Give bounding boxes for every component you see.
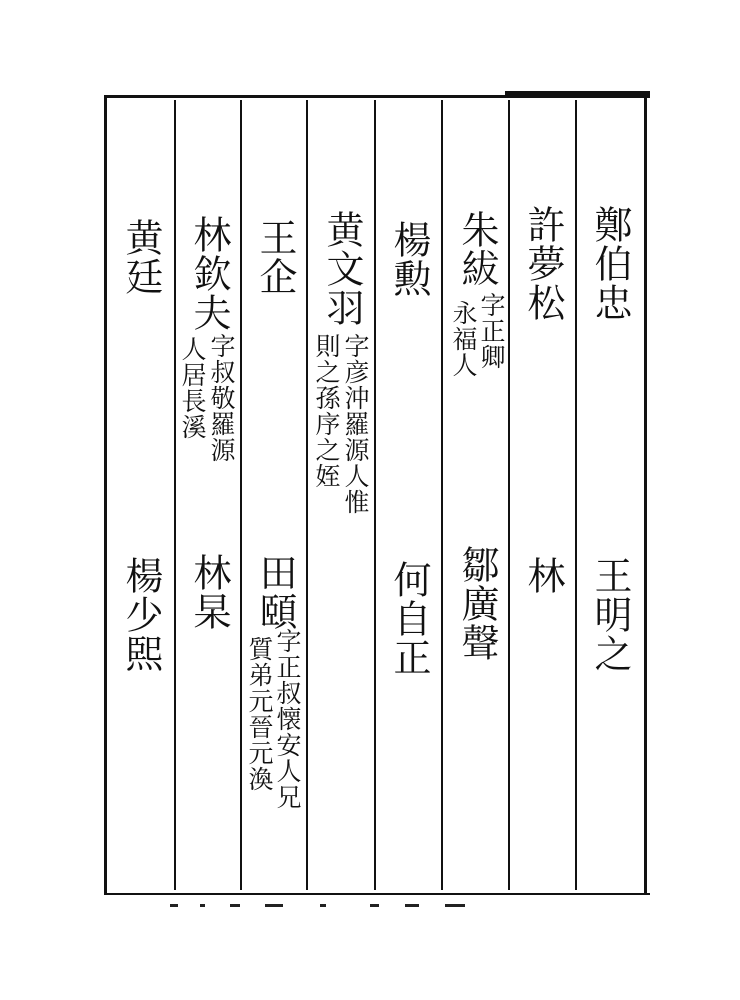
column-4-top-name: 楊勲 — [387, 220, 431, 298]
column-3-top-note-right: 字正卿 — [477, 292, 506, 370]
column-6-bottom-name: 田頤 — [253, 553, 297, 631]
column-divider — [508, 100, 510, 890]
column-6-bottom-note-right: 字正叔懐安人兄 — [273, 628, 302, 810]
print-specks — [170, 902, 470, 912]
frame-left-line — [104, 95, 107, 895]
column-3-bottom-name: 鄒廣聲 — [455, 545, 499, 662]
column-8-top-name: 黄廷 — [119, 218, 163, 296]
column-divider — [306, 100, 308, 890]
column-6-top-name: 王企 — [253, 218, 297, 296]
column-5-top-name: 黄文羽 — [320, 210, 364, 327]
column-7-top-note-right: 字叔敬羅源 — [207, 333, 236, 463]
column-5-top-note-left: 則之孫序之姪 — [312, 333, 341, 489]
column-7-top-name: 林欽夫 — [187, 215, 231, 332]
column-1-top-name: 鄭伯忠 — [588, 205, 632, 322]
column-divider — [240, 100, 242, 890]
column-5-top-note-right: 字彦沖羅源人惟 — [341, 333, 370, 515]
column-divider — [441, 100, 443, 890]
column-7-bottom-name: 林杲 — [187, 553, 231, 631]
top-border-thick — [505, 91, 650, 97]
column-4-bottom-name: 何自正 — [387, 560, 431, 677]
frame-right-line — [644, 95, 647, 895]
column-7-top-note-left: 人居長溪 — [178, 336, 207, 440]
column-3-top-note-left: 永福人 — [449, 300, 478, 378]
column-1-bottom-name: 王明之 — [588, 556, 632, 673]
bottom-border-line — [104, 893, 650, 895]
column-6-bottom-note-left: 質弟元晉元渙 — [245, 636, 274, 792]
column-divider — [575, 100, 577, 890]
column-8-bottom-name: 楊少𤋮 — [119, 556, 163, 673]
column-2-top-name: 許夢松 — [521, 205, 565, 322]
column-2-bottom-name: 林 — [521, 556, 565, 634]
column-divider — [174, 100, 176, 890]
column-3-top-name: 朱紱 — [455, 210, 499, 288]
column-divider — [374, 100, 376, 890]
